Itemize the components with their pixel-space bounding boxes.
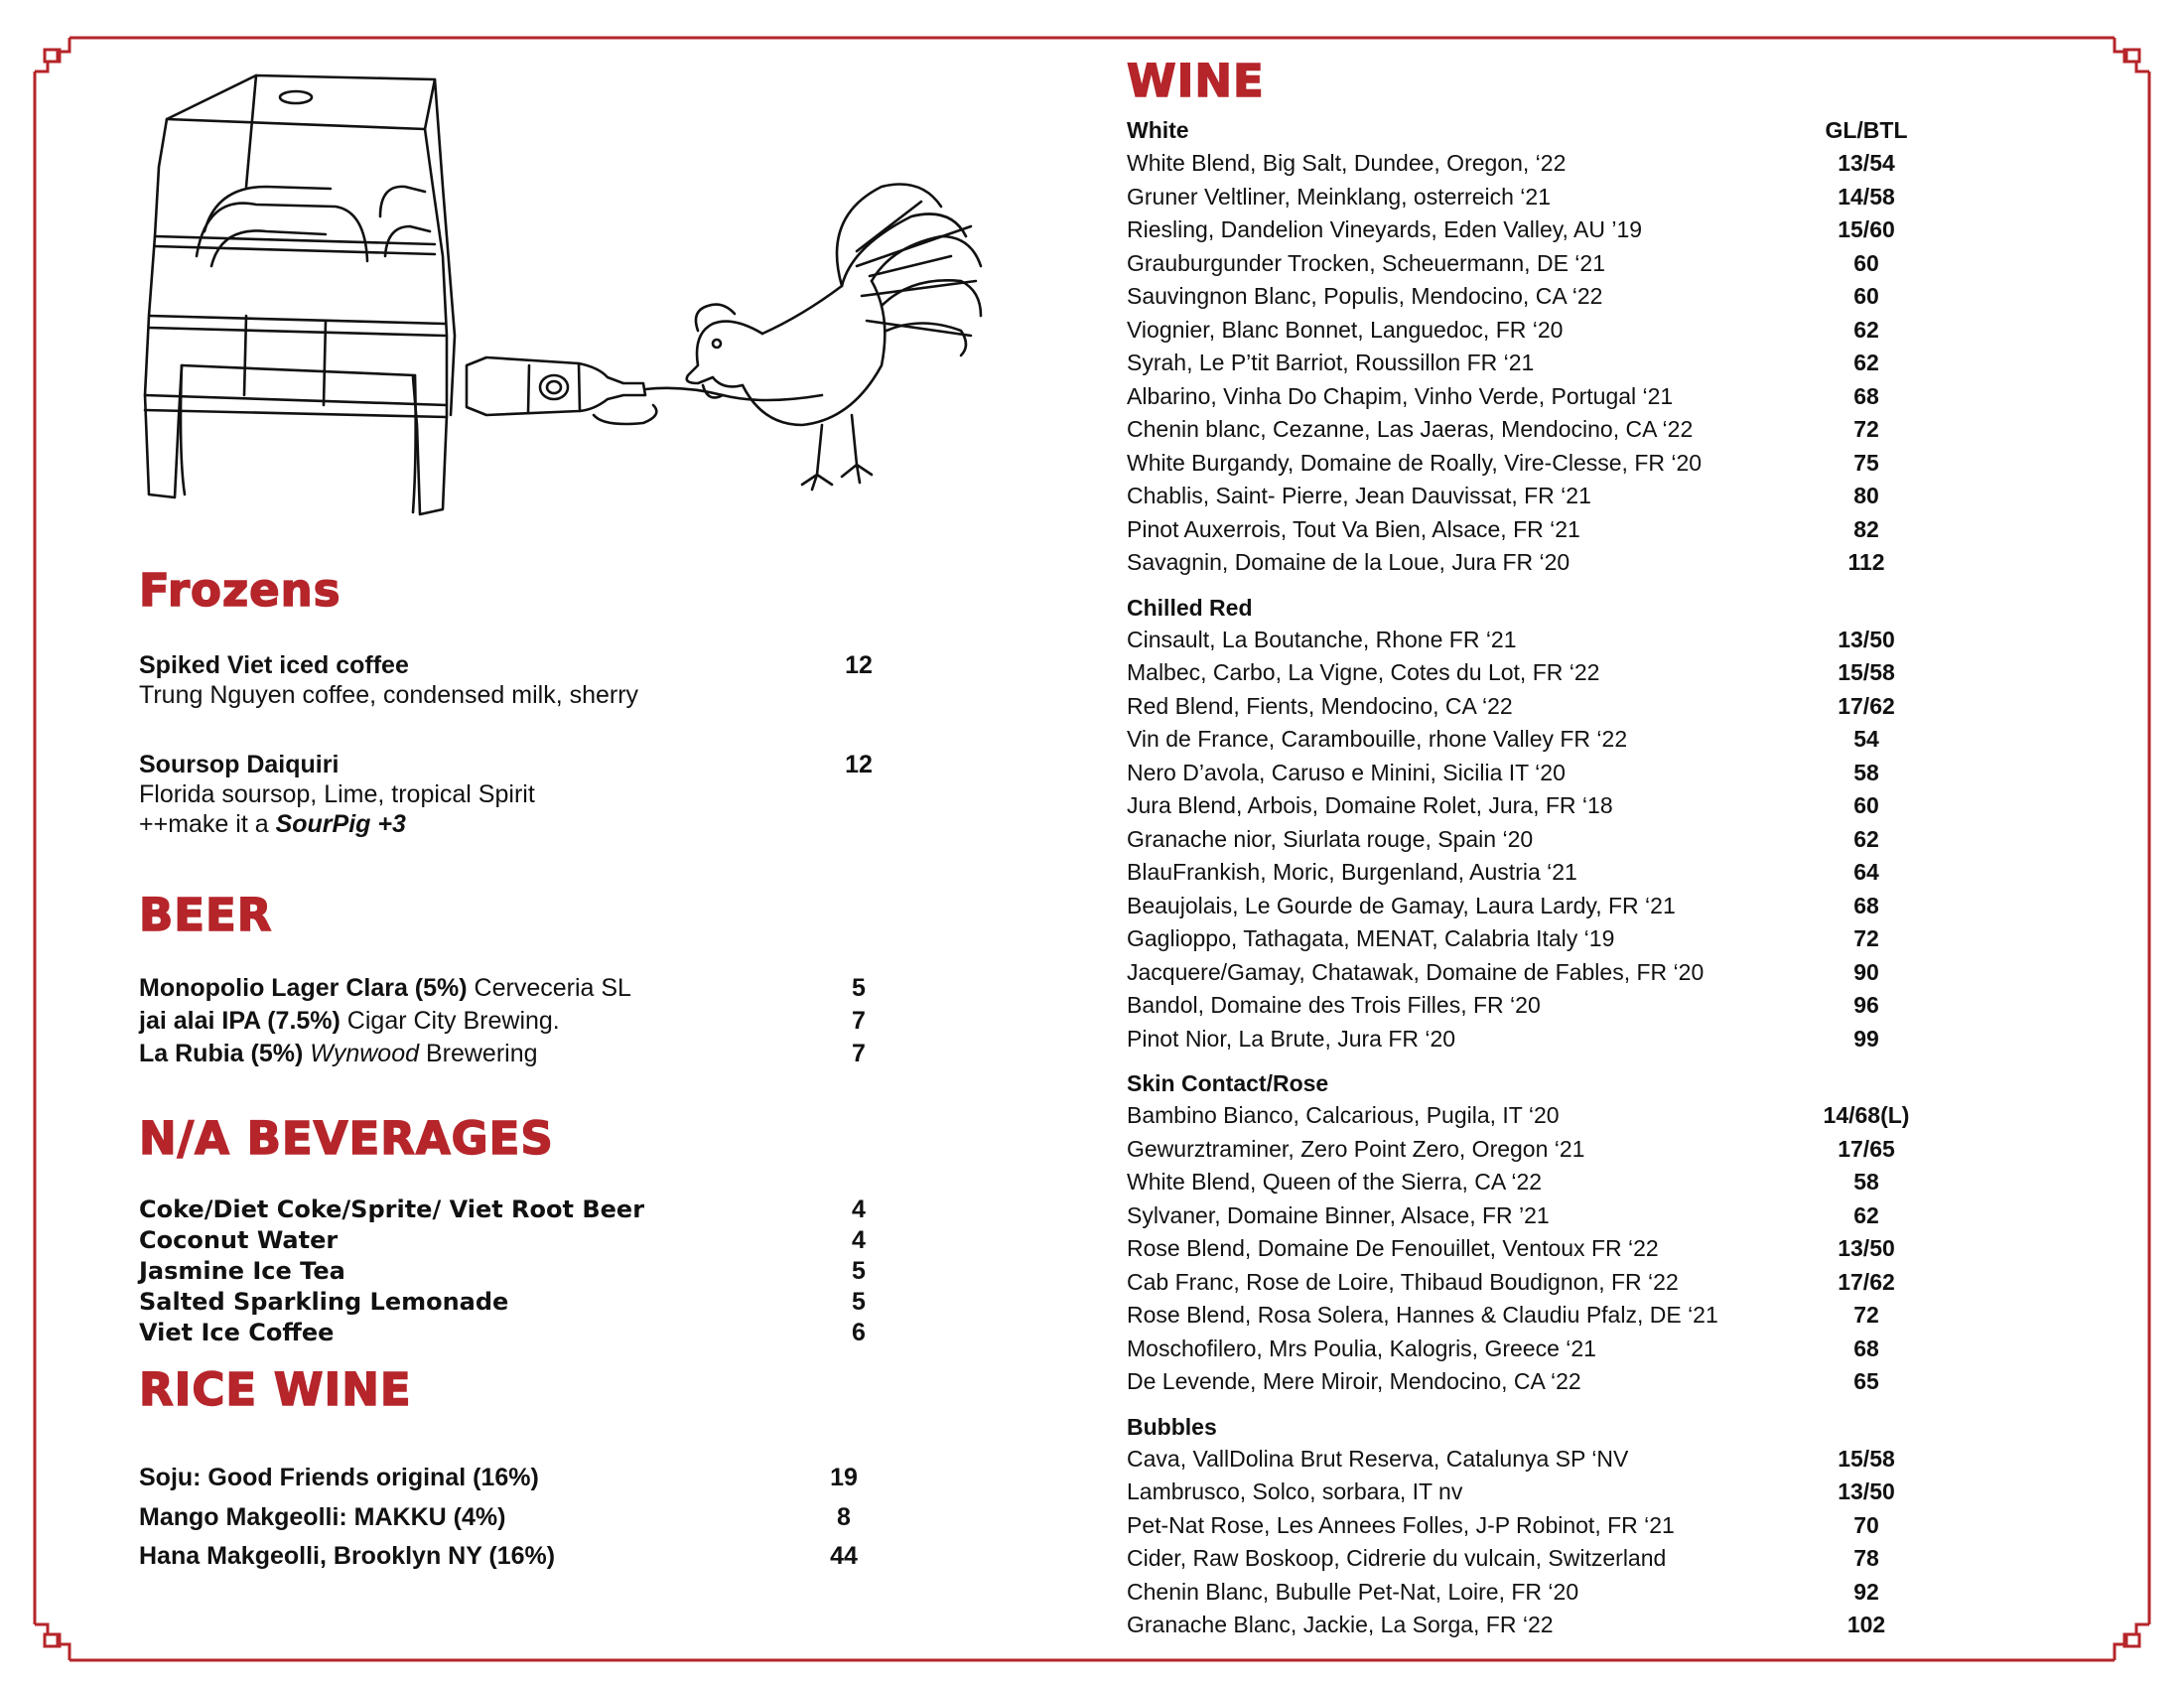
item-price: 5 [852,1257,866,1285]
wine-section [1117,1399,2010,1642]
menu-item [139,1541,893,1571]
wine-name: Riesling, Dandelion Vineyards, Eden Valley, AU ’19 [1127,216,1643,242]
item-price: 12 [845,751,873,778]
item-price: 44 [830,1542,858,1570]
menu-item [139,1502,893,1532]
menu-item [139,1287,893,1317]
section-gap [1117,1055,2010,1067]
wine-price: 112 [1847,549,1885,575]
wine-row [1117,823,2010,857]
wine-title: WINE [1127,55,1265,107]
wine-name: Chenin blanc, Cezanne, Las Jaeras, Mendocino, CA ‘22 [1127,416,1694,442]
wine-row [1117,213,2010,247]
wine-row [1117,757,2010,790]
wine-price: 13/50 [1838,1235,1895,1261]
wine-row [1117,147,2010,181]
spilled-bottle-drawing [467,357,822,424]
wine-name: White Blend, Queen of the Sierra, CA ‘22 [1127,1169,1543,1195]
wine-name: Gaglioppo, Tathagata, MENAT, Calabria Italy ‘19 [1127,925,1615,951]
item-name: Coke/Diet Coke/Sprite/ Viet Root Beer [139,1196,645,1223]
wine-row [1117,656,2010,690]
wine-row [1117,280,2010,314]
item-price: 6 [852,1319,866,1346]
wine-price: 17/65 [1838,1135,1895,1162]
wine-price: 17/62 [1838,692,1895,719]
wine-price: 62 [1853,350,1879,375]
wine-name: BlauFrankish, Moric, Burgenland, Austria ‘21 [1127,859,1577,885]
wine-price: 60 [1853,283,1879,309]
wine-price: 82 [1853,515,1879,542]
wine-price: 68 [1853,382,1879,409]
wine-price: 96 [1853,992,1879,1018]
wine-price: 90 [1853,958,1879,985]
wine-price: 14/68(L) [1823,1102,1910,1128]
wine-name: Rose Blend, Domaine De Fenouillet, Ventoux FR ‘22 [1127,1235,1659,1261]
wine-name: Nero D’avola, Caruso e Minini, Sicilia IT ‘20 [1127,759,1566,785]
wine-price: 92 [1853,1578,1879,1605]
wine-price: 54 [1853,726,1879,752]
wine-name: Jura Blend, Arbois, Domaine Rolet, Jura, FR ‘18 [1127,792,1613,818]
menu-item [139,1039,893,1068]
wine-row [1117,447,2010,481]
wine-name: De Levende, Mere Miroir, Mendocino, CA ‘22 [1127,1368,1581,1394]
wine-name: Sylvaner, Domaine Binner, Alsace, FR ’21 [1127,1201,1550,1228]
wine-row [1117,314,2010,348]
wine-section [1117,580,2010,1056]
item-price: 5 [852,974,866,1002]
wine-row [1117,890,2010,923]
menu-item [139,1463,893,1492]
wine-name: Malbec, Carbo, La Vigne, Cotes du Lot, FR ‘22 [1127,659,1600,685]
wine-row [1117,723,2010,757]
item-price: 8 [837,1503,851,1531]
wine-price: 65 [1853,1368,1879,1394]
wine-price: 58 [1853,759,1879,785]
wine-column [1117,55,2010,1642]
section-gap [1117,580,2010,592]
item-name: Monopolio Lager Clara (5%) [139,974,468,1002]
wine-name: Cider, Raw Boskoop, Cidrerie du vulcain, Switzerland [1127,1545,1667,1571]
wine-row [1117,1365,2010,1399]
wine-price: 13/54 [1838,150,1895,176]
wine-row [1117,989,2010,1023]
wine-name: Moschofilero, Mrs Poulia, Kalogris, Greece ‘21 [1127,1335,1596,1361]
wine-name: Beaujolais, Le Gourde de Gamay, Laura Lardy, FR ‘21 [1127,892,1676,918]
item-name: Viet Ice Coffee [139,1319,335,1346]
item-price: 19 [830,1464,858,1491]
wine-row [1117,480,2010,513]
item-name: Salted Sparkling Lemonade [139,1288,509,1316]
wine-price: 15/60 [1838,216,1895,242]
wine-price: 68 [1853,1335,1879,1361]
wine-price: 62 [1853,1201,1879,1228]
item-brewery: Cerveceria SL [467,974,631,1002]
wine-name: Bambino Bianco, Calcarious, Pugila, IT ‘20 [1127,1102,1560,1128]
menu-item [139,650,893,710]
wine-name: Jacquere/Gamay, Chatawak, Domaine de Fables, FR ‘20 [1127,958,1705,985]
wine-row [1117,1199,2010,1233]
wine-row [1117,1609,2010,1642]
menu-item [139,1256,893,1286]
wine-section-white-title: White [1127,117,1189,143]
wine-row [1117,856,2010,890]
wine-row [1117,1542,2010,1576]
beer-title: BEER [139,889,273,941]
wine-row [1117,1023,2010,1056]
item-price: 7 [852,1040,866,1067]
wine-price: 15/58 [1838,1445,1895,1472]
wine-row [1117,546,2010,580]
wine-name: Granache Blanc, Jackie, La Sorga, FR ‘22 [1127,1612,1554,1637]
wine-row [1117,624,2010,657]
wine-price: 15/58 [1838,659,1895,685]
item-brewery: Cigar City Brewing. [340,1007,560,1035]
wine-price: 13/50 [1838,1478,1895,1504]
item-name: Hana Makgeolli, Brooklyn NY (16%) [139,1542,556,1570]
wine-row [1117,1476,2010,1509]
item-name: Jasmine Ice Tea [139,1257,345,1285]
wine-section-title: Chilled Red [1127,594,1253,621]
item-price: 4 [852,1226,866,1254]
stacked-stools-drawing [145,75,455,514]
menu-item [139,1318,893,1347]
wine-row [1117,181,2010,214]
wine-name: Cinsault, La Boutanche, Rhone FR ‘21 [1127,626,1517,652]
wine-price: 99 [1853,1025,1879,1052]
item-name: Spiked Viet iced coffee [139,651,409,679]
wine-name: Grauburgunder Trocken, Scheuermann, DE ‘21 [1127,249,1605,276]
wine-name: Albarino, Vinha Do Chapim, Vinho Verde, Portugal ‘21 [1127,382,1674,409]
wine-row [1117,1133,2010,1167]
item-name: La Rubia (5%) [139,1040,304,1067]
wine-row [1117,1576,2010,1610]
item-description: Trung Nguyen coffee, condensed milk, sherry [139,681,639,709]
wine-name: Gewurztraminer, Zero Point Zero, Oregon ‘21 [1127,1135,1585,1162]
wine-name: Pinot Nior, La Brute, Jura FR ‘20 [1127,1025,1456,1052]
wine-row [1117,1266,2010,1300]
upsell-name: SourPig +3 [275,810,406,838]
wine-row [1117,380,2010,414]
wine-price: 72 [1853,925,1879,951]
item-upsell [139,809,893,839]
wine-name: Viognier, Blanc Bonnet, Languedoc, FR ‘20 [1127,316,1564,343]
wine-name: Lambrusco, Solco, sorbara, IT nv [1127,1478,1463,1504]
wine-row [1117,513,2010,547]
wine-name: Pinot Auxerrois, Tout Va Bien, Alsace, FR ‘21 [1127,515,1580,542]
wine-name: Chablis, Saint- Pierre, Jean Dauvissat, FR ‘21 [1127,483,1591,508]
wine-row [1117,789,2010,823]
wine-header [1117,117,2010,147]
wine-row [1117,1443,2010,1477]
wine-price: 78 [1853,1545,1879,1571]
wine-price: 70 [1853,1511,1879,1538]
wine-row [1117,413,2010,447]
left-column [139,0,893,1688]
wine-list [1117,147,2010,1642]
rooster-drawing [687,185,981,491]
wine-name: Red Blend, Fients, Mendocino, CA ‘22 [1127,692,1513,719]
wine-price: 64 [1853,859,1879,885]
item-brewery: Brewering [419,1040,538,1067]
section-gap [1117,1399,2010,1411]
wine-row [1117,956,2010,990]
wine-price: 60 [1853,249,1879,276]
upsell-prefix: ++make it a [139,810,276,838]
wine-price: 80 [1853,483,1879,508]
wine-price: 14/58 [1838,183,1895,210]
item-name: jai alai IPA (7.5%) [139,1007,341,1035]
wine-name: Savagnin, Domaine de la Loue, Jura FR ‘20 [1127,549,1570,575]
wine-name: Bandol, Domaine des Trois Filles, FR ‘20 [1127,992,1541,1018]
item-price: 12 [845,651,873,679]
wine-price: 68 [1853,892,1879,918]
wine-price: 75 [1853,449,1879,476]
wine-name: Vin de France, Carambouille, rhone Valley FR ‘22 [1127,726,1628,752]
wine-section [1117,1055,2010,1399]
item-name: Coconut Water [139,1226,339,1254]
stools-bottle-rooster-illustration [127,68,1040,564]
wine-name: Cava, VallDolina Brut Reserva, Catalunya SP ‘NV [1127,1445,1629,1472]
rice-wine-title: RICE WINE [139,1363,412,1416]
wine-name: Rose Blend, Rosa Solera, Hannes & Claudiu Pfalz, DE ‘21 [1127,1302,1718,1328]
wine-row [1117,1166,2010,1199]
wine-section [1117,147,2010,580]
wine-name: White Burgandy, Domaine de Roally, Vire-Clesse, FR ‘20 [1127,449,1703,476]
wine-name: Pet-Nat Rose, Les Annees Folles, J-P Robinot, FR ‘21 [1127,1511,1675,1538]
item-price: 4 [852,1196,866,1223]
wine-price: 102 [1846,1612,1886,1637]
wine-row [1117,247,2010,281]
wine-price: 58 [1853,1169,1879,1195]
wine-row [1117,1099,2010,1133]
wine-name: Chenin Blanc, Bubulle Pet-Nat, Loire, FR ‘20 [1127,1578,1579,1605]
wine-row [1117,922,2010,956]
wine-price: 60 [1853,792,1879,818]
wine-row [1117,1509,2010,1543]
menu-item [139,1225,893,1255]
wine-section-title: Bubbles [1127,1413,1217,1440]
wine-row [1117,347,2010,380]
wine-row [1117,690,2010,724]
menu-item [139,973,893,1003]
wine-price: 62 [1853,825,1879,852]
wine-name: Syrah, Le P’tit Barriot, Roussillon FR ‘21 [1127,350,1535,375]
item-description: Florida soursop, Lime, tropical Spirit [139,780,535,808]
wine-name: Granache nior, Siurlata rouge, Spain ‘20 [1127,825,1534,852]
menu-item [139,1006,893,1036]
menu-item [139,750,893,839]
wine-price: 62 [1853,316,1879,343]
menu-item [139,1195,893,1224]
item-name: Soju: Good Friends original (16%) [139,1464,539,1491]
wine-row [1117,1333,2010,1366]
wine-price: 13/50 [1838,626,1895,652]
na-beverages-title: N/A BEVERAGES [139,1112,554,1165]
wine-price: 72 [1853,1302,1879,1328]
item-price: 5 [852,1288,866,1316]
frozens-title: Frozens [139,564,341,617]
wine-price: 17/62 [1838,1268,1895,1295]
wine-name: Gruner Veltliner, Meinklang, osterreich ‘21 [1127,183,1551,210]
item-brewery-italic: Wynwood [303,1040,420,1067]
item-price: 7 [852,1007,866,1035]
item-name: Soursop Daiquiri [139,751,340,778]
wine-name: Sauvingnon Blanc, Populis, Mendocino, CA ‘22 [1127,283,1603,309]
wine-row [1117,1299,2010,1333]
wine-name: White Blend, Big Salt, Dundee, Oregon, ‘22 [1127,150,1567,176]
price-column-header: GL/BTL [1825,117,1908,143]
wine-price: 72 [1853,416,1879,442]
wine-section-title: Skin Contact/Rose [1127,1070,1329,1096]
wine-row [1117,1232,2010,1266]
item-name: Mango Makgeolli: MAKKU (4%) [139,1503,506,1531]
wine-name: Cab Franc, Rose de Loire, Thibaud Boudignon, FR ‘22 [1127,1268,1679,1295]
